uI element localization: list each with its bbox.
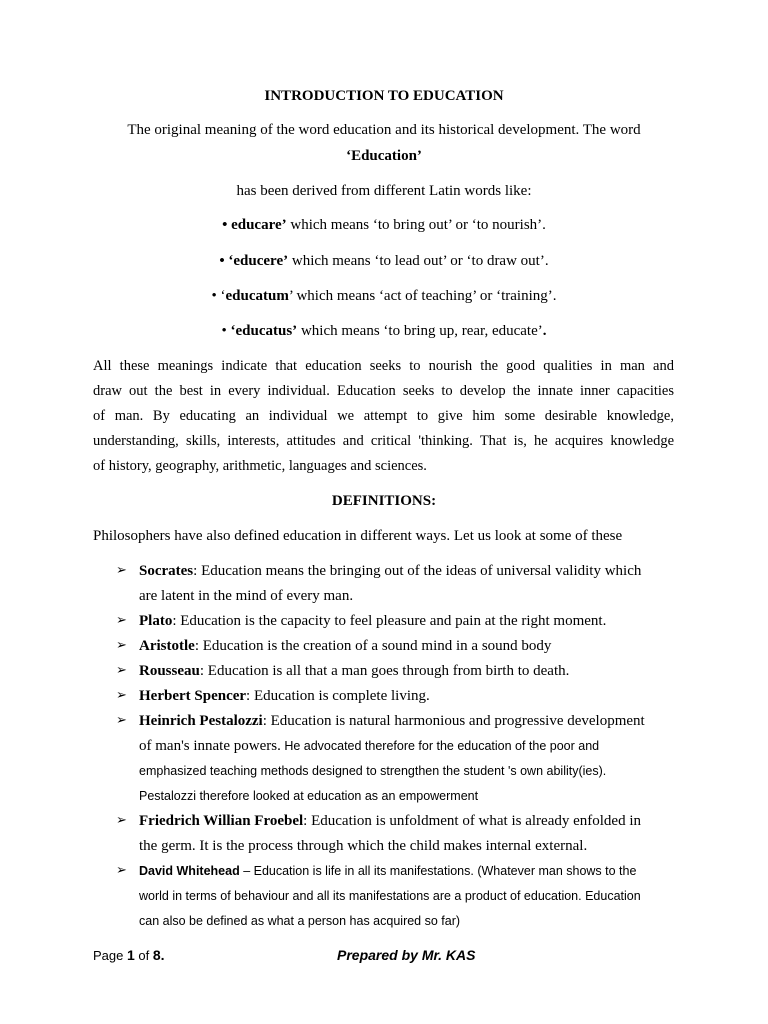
latin-meaning: which means ‘to lead out’ or ‘to draw out’.: [288, 253, 549, 269]
definition-continuation: emphasized teaching methods designed to strengthen the student 's own ability(ies).: [139, 764, 607, 778]
definition-item: [139, 687, 679, 712]
definition-text: – Education is life in all its manifestations. (Whatever man shows to the: [239, 864, 637, 878]
arrow-bullet-icon: ➢: [116, 613, 127, 628]
philosopher-name: Rousseau: [139, 663, 200, 679]
latin-bullet: •: [219, 253, 229, 269]
philosopher-name: Herbert Spencer: [139, 688, 247, 704]
latin-word-item: [0, 252, 768, 270]
paragraph-line: of man. By educating an individual we attempt to give him some desirable knowledge,: [93, 408, 674, 424]
latin-word: ‘educere’: [228, 253, 289, 269]
page-number: [93, 946, 165, 965]
definition-continuation: the germ. It is the process through which the child makes internal external.: [139, 838, 588, 854]
definition-item: [139, 637, 679, 662]
definitions-heading: DEFINITIONS:: [331, 493, 437, 509]
definition-item: [139, 712, 679, 812]
philosopher-name: Socrates: [139, 563, 194, 579]
definition-text: : Education is the capacity to feel pleasure and pain at the right moment.: [172, 613, 607, 629]
intro-line: The original meaning of the word education and its historical development. The word: [127, 122, 641, 138]
arrow-bullet-icon: ➢: [116, 563, 127, 578]
definition-item: [139, 812, 679, 862]
definition-text: : Education means the bringing out of the ideas of universal validity which: [193, 563, 642, 579]
definition-text: : Education is natural harmonious and progressive development: [262, 713, 645, 729]
definitions-intro: Philosophers have also defined education in different ways. Let us look at some of these: [93, 528, 623, 544]
page-word: Page: [93, 948, 127, 963]
of-word: of: [134, 948, 153, 963]
definition-text: : Education is unfoldment of what is already enfolded in: [303, 813, 642, 829]
definition-text: : Education is complete living.: [246, 688, 430, 704]
latin-word-item: [0, 216, 768, 234]
philosopher-name: Plato: [139, 613, 173, 629]
paragraph-line: understanding, skills, interests, attitudes and critical 'thinking. That is, he acquires knowledge: [93, 433, 674, 449]
definition-continuation: can also be defined as what a person has acquired so far): [139, 914, 461, 928]
latin-bullet: • ‘: [211, 288, 226, 304]
definition-continuation: Pestalozzi therefore looked at education as an empowerment: [139, 789, 479, 803]
definition-continuation: He advocated therefore for the education of the poor and: [280, 739, 600, 753]
arrow-bullet-icon: ➢: [116, 813, 127, 828]
page-title: INTRODUCTION TO EDUCATION: [264, 88, 504, 104]
definition-item: [139, 562, 679, 612]
paragraph-line: All these meanings indicate that education seeks to nourish the good qualities in man and: [93, 358, 674, 374]
definition-item: [139, 662, 679, 687]
philosopher-name: Aristotle: [139, 638, 195, 654]
definition-continuation: are latent in the mind of every man.: [139, 588, 354, 604]
latin-word: ‘educatus’: [230, 323, 298, 339]
definition-continuation: of man's innate powers.: [139, 738, 281, 754]
arrow-bullet-icon: ➢: [116, 863, 127, 878]
definition-continuation: world in terms of behaviour and all its manifestations are a product of education. Education: [139, 889, 641, 903]
latin-word-item: [0, 287, 768, 305]
philosopher-name: David Whitehead: [139, 864, 240, 878]
derived-line: has been derived from different Latin words like:: [236, 183, 532, 199]
paragraph-line: draw out the best in every individual. Education seeks to develop the innate inner capacities: [93, 383, 674, 399]
paragraph-line: of history, geography, arithmetic, languages and sciences.: [93, 458, 427, 474]
arrow-bullet-icon: ➢: [116, 688, 127, 703]
latin-end-period: .: [542, 323, 547, 339]
latin-meaning: which means ‘to bring up, rear, educate’: [297, 323, 543, 339]
definition-item: [139, 612, 679, 637]
education-word: ‘Education’: [346, 148, 422, 164]
latin-meaning: ’ which means ‘act of teaching’ or ‘training’.: [288, 288, 557, 304]
latin-word: educare’: [231, 217, 287, 233]
latin-bullet: •: [221, 323, 231, 339]
latin-meaning: which means ‘to bring out’ or ‘to nourish’.: [286, 217, 546, 233]
definition-item: [139, 862, 679, 937]
definition-text: : Education is all that a man goes through from birth to death.: [199, 663, 570, 679]
definition-text: : Education is the creation of a sound mind in a sound body: [194, 638, 552, 654]
total-pages: 8.: [152, 947, 165, 963]
latin-word: educatum: [225, 288, 289, 304]
latin-bullet: •: [222, 217, 232, 233]
arrow-bullet-icon: ➢: [116, 713, 127, 728]
prepared-by: Prepared by Mr. KAS: [337, 947, 476, 963]
latin-word-item: [0, 322, 768, 340]
arrow-bullet-icon: ➢: [116, 638, 127, 653]
philosopher-name: Friedrich Willian Froebel: [139, 813, 304, 829]
arrow-bullet-icon: ➢: [116, 663, 127, 678]
current-page: 1: [126, 947, 135, 963]
philosopher-name: Heinrich Pestalozzi: [139, 713, 263, 729]
